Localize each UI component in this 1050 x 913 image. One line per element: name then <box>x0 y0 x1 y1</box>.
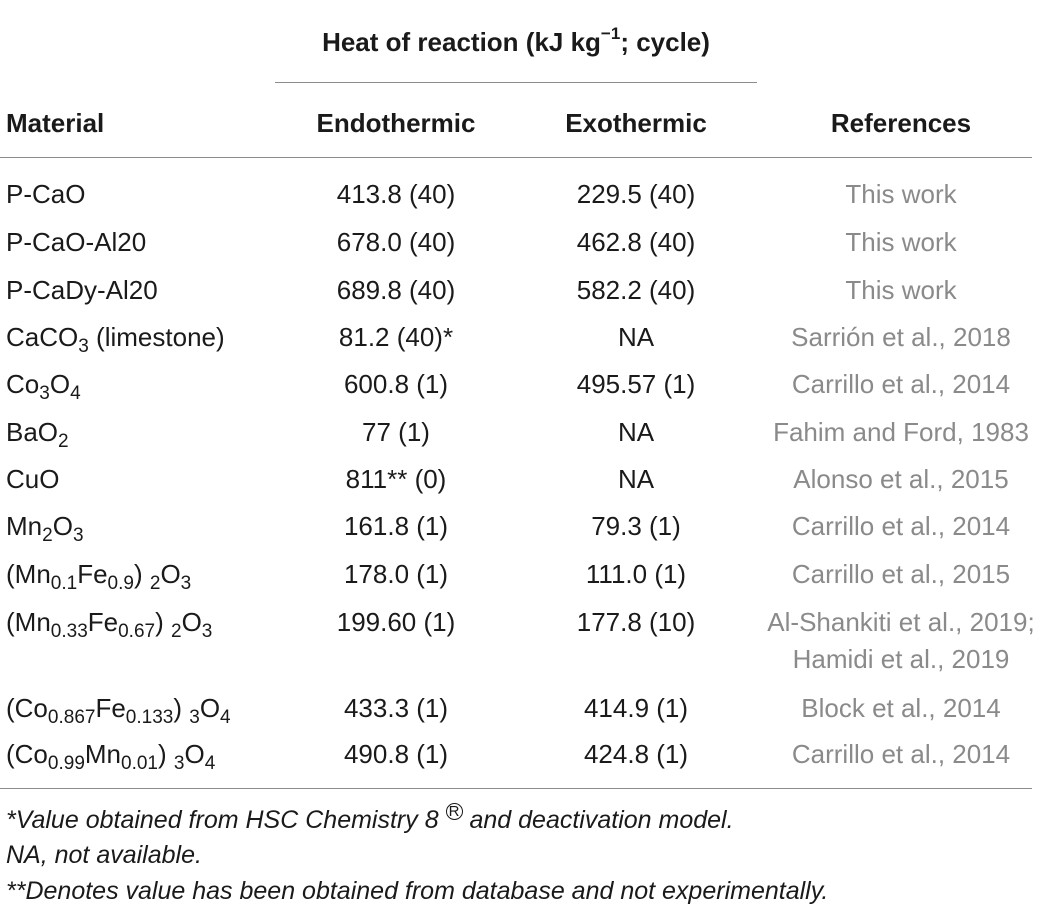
row-material <box>6 510 84 546</box>
row-exothermic: NA <box>617 322 655 352</box>
formula-subscript: 3 <box>173 753 185 774</box>
formula-subscript: 2 <box>170 621 182 642</box>
group-header-sup: −1 <box>600 24 621 43</box>
formula-subscript: 0.01 <box>121 753 158 774</box>
formula-subscript: 4 <box>220 707 231 728</box>
formula-text: ) <box>133 559 150 589</box>
formula-subscript: 2 <box>149 573 161 594</box>
row-material <box>6 416 69 452</box>
formula-subscript: 4 <box>70 383 81 404</box>
row-reference: Block et al., 2014 <box>801 693 1001 723</box>
formula-text: Fe <box>77 559 108 589</box>
table-bottom-rule <box>0 788 1032 789</box>
col-header-material: Material <box>6 108 105 138</box>
row-material <box>6 558 192 594</box>
row-material <box>6 606 213 642</box>
row-reference: This work <box>845 227 957 257</box>
row-material: CuO <box>6 464 60 494</box>
formula-text: O <box>199 693 221 723</box>
row-reference: Carrillo et al., 2014 <box>791 511 1011 541</box>
formula-text: O <box>49 369 71 399</box>
row-endothermic: 77 (1) <box>362 417 430 447</box>
row-endothermic: 600.8 (1) <box>343 369 449 399</box>
formula-text: (Mn <box>6 559 51 589</box>
formula-text: ) <box>173 693 190 723</box>
row-endothermic: 433.3 (1) <box>343 693 449 723</box>
formula-subscript: 3 <box>189 707 200 728</box>
formula-text: Fe <box>95 693 126 723</box>
formula-subscript: 3 <box>72 525 84 546</box>
formula-text: ) <box>158 739 174 769</box>
formula-subscript: 0.9 <box>107 573 134 594</box>
row-material <box>6 368 81 404</box>
row-material: P-CaO-Al20 <box>6 227 147 257</box>
row-material: P-CaO <box>6 179 86 209</box>
row-endothermic: 678.0 (40) <box>336 227 456 257</box>
formula-text: O <box>184 739 205 769</box>
row-endothermic: 178.0 (1) <box>343 559 449 589</box>
formula-text: Fe <box>87 607 119 637</box>
row-exothermic: 495.57 (1) <box>576 369 696 399</box>
row-exothermic: 229.5 (40) <box>576 179 696 209</box>
formula-subscript: 4 <box>204 753 216 774</box>
group-header <box>322 26 710 58</box>
formula-text: BaO <box>6 417 59 447</box>
row-reference: Alonso et al., 2015 <box>793 464 1009 494</box>
row-reference: This work <box>845 179 957 209</box>
row-reference: Sarrión et al., 2018 <box>791 322 1011 352</box>
row-exothermic: 79.3 (1) <box>591 511 681 541</box>
row-exothermic: 111.0 (1) <box>585 559 687 589</box>
group-header-rule <box>275 82 757 83</box>
row-material <box>6 321 225 357</box>
formula-subscript: 0.67 <box>118 621 156 642</box>
row-reference: This work <box>845 275 957 305</box>
row-endothermic: 689.8 (40) <box>336 275 456 305</box>
row-reference: Fahim and Ford, 1983 <box>773 417 1029 447</box>
formula-subscript: 0.133 <box>125 707 174 728</box>
formula-text: O <box>52 511 73 541</box>
formula-subscript: 0.99 <box>47 753 85 774</box>
row-endothermic: 811** (0) <box>345 464 447 494</box>
formula-subscript: 0.867 <box>47 707 96 728</box>
formula-text: Co <box>6 369 40 399</box>
formula-text: O <box>181 607 202 637</box>
row-exothermic: NA <box>617 464 655 494</box>
row-exothermic: 424.8 (1) <box>583 739 689 769</box>
formula-text: Mn <box>6 511 43 541</box>
formula-subscript: 0.33 <box>50 621 88 642</box>
col-header-endothermic: Endothermic <box>316 108 476 138</box>
registered-mark: R <box>446 803 463 820</box>
formula-subscript: 3 <box>39 383 50 404</box>
row-material <box>6 738 216 774</box>
row-endothermic: 413.8 (40) <box>336 179 456 209</box>
footnote-hsc-a: *Value obtained from HSC Chemistry 8 <box>6 806 446 834</box>
group-header-text: Heat of reaction (kJ kg <box>322 27 601 57</box>
row-endothermic: 161.8 (1) <box>343 511 449 541</box>
footnote-database: **Denotes value has been obtained from database and not experimentally. <box>6 877 829 905</box>
row-reference: Carrillo et al., 2014 <box>791 369 1011 399</box>
formula-subscript: 0.1 <box>50 573 78 594</box>
footnote-hsc <box>6 803 734 835</box>
row-endothermic: 490.8 (1) <box>343 739 449 769</box>
row-material <box>6 692 231 728</box>
formula-subscript: 3 <box>201 621 213 642</box>
footnote-hsc-b: and deactivation model. <box>462 806 734 834</box>
formula-text: (Co <box>6 693 48 723</box>
formula-text: Mn <box>84 739 122 769</box>
formula-text: O <box>160 559 181 589</box>
row-reference: Carrillo et al., 2015 <box>791 559 1011 589</box>
formula-subscript: 2 <box>58 431 69 452</box>
formula-text: (Mn <box>6 607 51 637</box>
formula-text: ) <box>155 607 171 637</box>
group-header-suffix: ; cycle) <box>620 27 710 57</box>
row-exothermic: 414.9 (1) <box>583 693 689 723</box>
row-reference: Al-Shankiti et al., 2019; <box>767 607 1035 637</box>
row-material: P-CaDy-Al20 <box>6 275 158 305</box>
formula-subscript: 2 <box>42 525 53 546</box>
footnote-na: NA, not available. <box>6 841 202 869</box>
formula-subscript: 3 <box>78 336 89 357</box>
formula-subscript: 3 <box>180 573 192 594</box>
formula-text: CaCO <box>6 322 79 352</box>
row-exothermic: NA <box>617 417 655 447</box>
row-reference: Carrillo et al., 2014 <box>791 739 1011 769</box>
row-exothermic: 177.8 (10) <box>576 607 696 637</box>
col-header-exothermic: Exothermic <box>565 108 707 138</box>
formula-text: (Co <box>6 739 48 769</box>
row-exothermic: 462.8 (40) <box>576 227 696 257</box>
formula-text: (limestone) <box>88 322 225 352</box>
col-header-references: References <box>830 108 972 138</box>
row-reference-continued: Hamidi et al., 2019 <box>792 644 1010 674</box>
row-exothermic: 582.2 (40) <box>576 275 696 305</box>
row-endothermic: 81.2 (40)* <box>338 322 454 352</box>
row-endothermic: 199.60 (1) <box>336 607 456 637</box>
column-header-rule <box>0 157 1032 158</box>
